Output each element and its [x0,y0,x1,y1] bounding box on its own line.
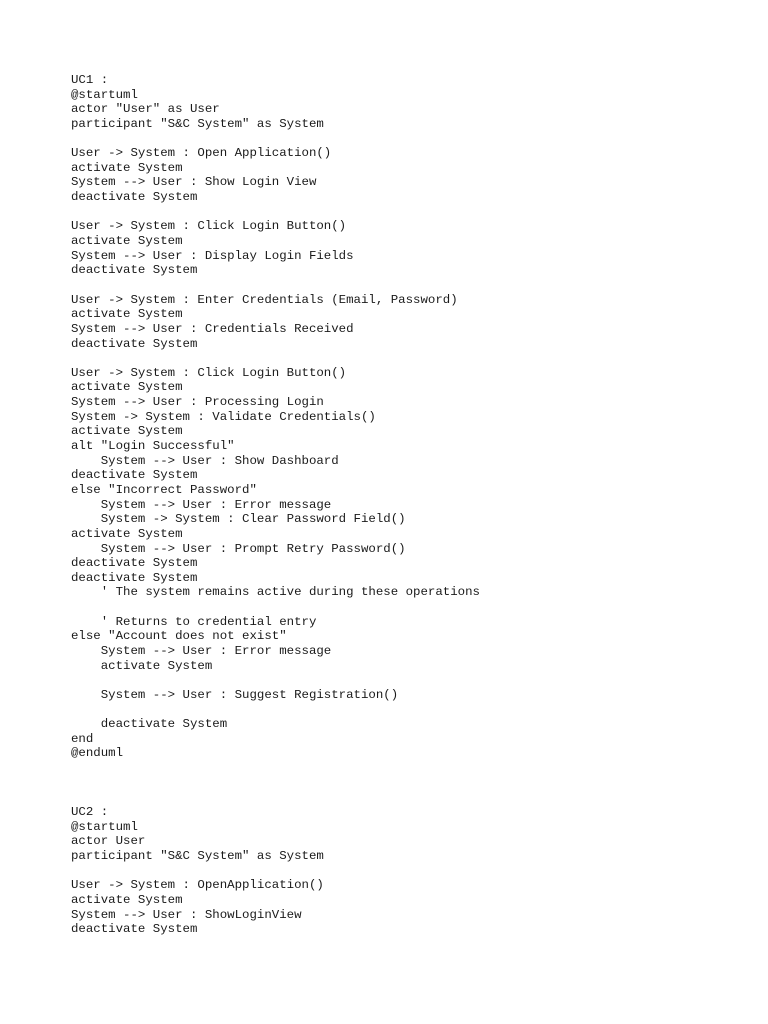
text-line: User -> System : Click Login Button() [71,219,347,234]
text-line [71,790,751,805]
text-line: System --> User : Processing Login [71,395,324,410]
text-line: activate System [71,658,213,673]
text-line: System --> User : ShowLoginView [71,907,302,922]
text-line: ' Returns to credential entry [71,614,317,629]
text-line: System -> System : Clear Password Field() [71,512,406,527]
text-line: System --> User : Credentials Received [71,321,354,336]
text-line: activate System [71,424,183,439]
text-line: @enduml [71,746,124,761]
text-line: activate System [71,526,183,541]
text-line: deactivate System [71,556,198,571]
text-line: activate System [71,380,183,395]
text-line: @startuml [71,87,138,102]
text-line: System --> User : Suggest Registration() [71,687,399,702]
text-line: deactivate System [71,922,198,937]
text-line: else "Incorrect Password" [71,482,257,497]
text-line: deactivate System [71,717,228,732]
text-line: alt "Login Successful" [71,439,235,454]
text-line: activate System [71,307,183,322]
text-line: deactivate System [71,468,198,483]
text-line: System --> User : Show Dashboard [71,453,339,468]
text-line: else "Account does not exist" [71,629,287,644]
text-line [71,864,751,879]
text-line: User -> System : OpenApplication() [71,878,324,893]
text-line [71,761,751,776]
text-line: deactivate System [71,336,198,351]
text-line [71,351,751,366]
text-line [71,205,751,220]
text-line: System --> User : Display Login Fields [71,248,354,263]
text-line: System --> User : Prompt Retry Password() [71,541,406,556]
text-line [71,278,751,293]
text-line: activate System [71,160,183,175]
text-line: User -> System : Enter Credentials (Email, Password) [71,292,458,307]
text-line: System --> User : Show Login View [71,175,317,190]
text-line: User -> System : Open Application() [71,146,332,161]
text-line: actor User [71,834,146,849]
text-line [71,673,751,688]
text-line: deactivate System [71,190,198,205]
text-line [71,132,751,147]
text-line: ' The system remains active during these operations [71,585,480,600]
text-line: participant "S&C System" as System [71,848,324,863]
text-line [71,703,751,718]
text-line: deactivate System [71,570,198,585]
text-line: System -> System : Validate Credentials() [71,409,376,424]
text-line: deactivate System [71,263,198,278]
text-line: actor "User" as User [71,102,220,117]
text-line [71,600,751,615]
text-line: UC2 : [71,805,109,820]
text-line: User -> System : Click Login Button() [71,365,347,380]
text-line: activate System [71,234,183,249]
document-body [71,73,751,937]
text-line: end [71,731,94,746]
text-line: System --> User : Error message [71,497,332,512]
text-line: @startuml [71,819,138,834]
text-line: System --> User : Error message [71,643,332,658]
text-line: participant "S&C System" as System [71,116,324,131]
text-line [71,776,751,791]
text-line: activate System [71,892,183,907]
text-line: UC1 : [71,73,109,87]
